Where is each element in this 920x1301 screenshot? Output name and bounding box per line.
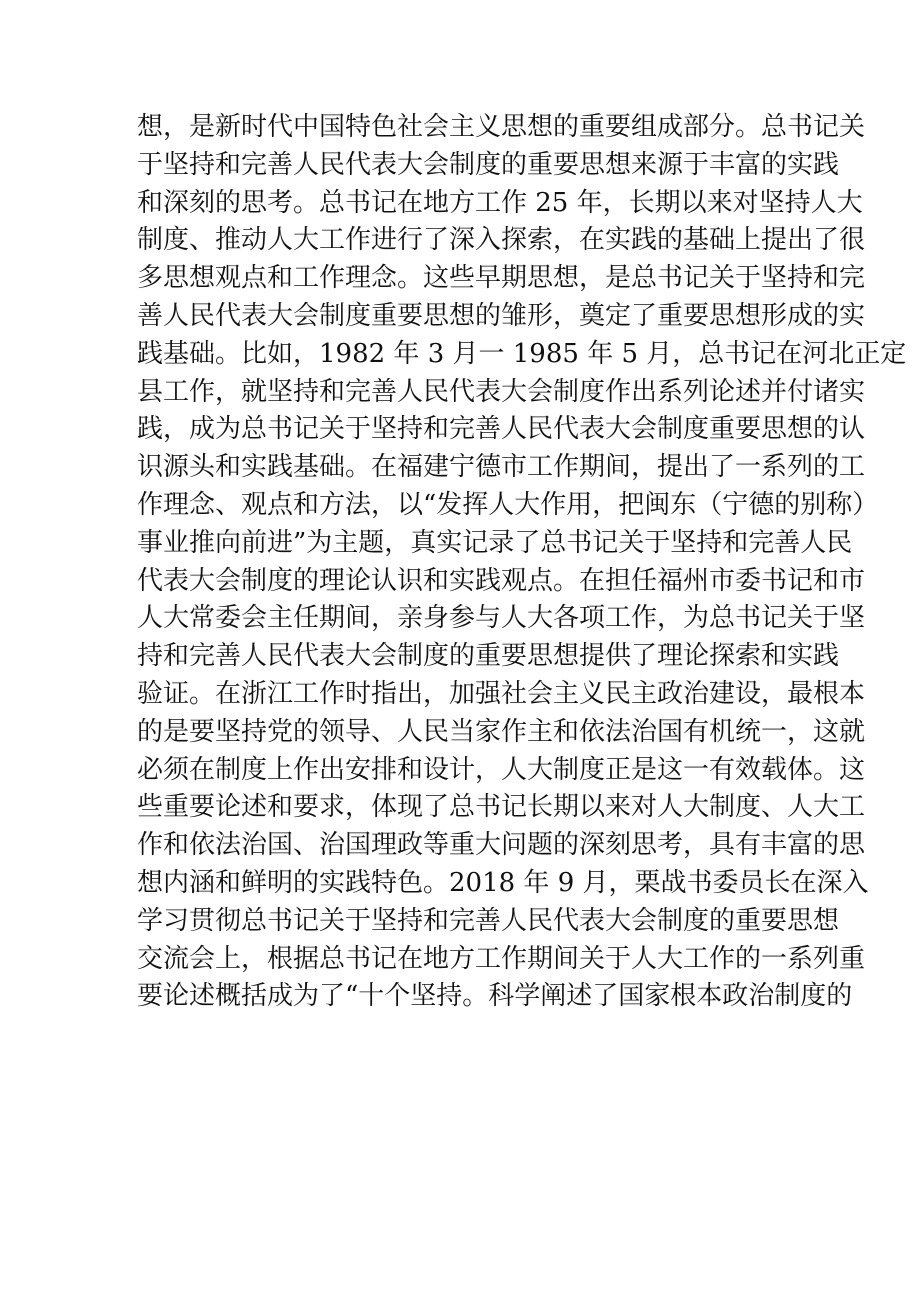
text-line: 践基础。比如，1982 年 3 月一 1985 年 5 月，总书记在河北正定 bbox=[137, 338, 907, 369]
text-line: 县工作，就坚持和完善人民代表大会制度作出系列论述并付诸实 bbox=[137, 376, 866, 407]
text-line: 事业推向前进”为主题，真实记录了总书记关于坚持和完善人民 bbox=[137, 527, 853, 558]
text-line: 善人民代表大会制度重要思想的雏形，奠定了重要思想形成的实 bbox=[137, 300, 866, 331]
text-line: 学习贯彻总书记关于坚持和完善人民代表大会制度的重要思想 bbox=[137, 905, 840, 936]
text-line: 多思想观点和工作理念。这些早期思想，是总书记关于坚持和完 bbox=[137, 263, 866, 294]
text-line: 想，是新时代中国特色社会主义思想的重要组成部分。总书记关 bbox=[137, 112, 866, 142]
text-line: 作理念、观点和方法，以“发挥人大作用，把闽东（宁德的别称） bbox=[137, 489, 879, 520]
text-line: 于坚持和完善人民代表大会制度的重要思想来源于丰富的实践 bbox=[137, 149, 840, 180]
text-line: 交流会上，根据总书记在地方工作期间关于人大工作的一系列重 bbox=[137, 943, 866, 974]
text-line: 人大常委会主任期间，亲身参与人大各项工作，为总书记关于坚 bbox=[137, 603, 866, 634]
text-line: 识源头和实践基础。在福建宁德市工作期间，提出了一系列的工 bbox=[137, 452, 866, 483]
text-line: 些重要论述和要求，体现了总书记长期以来对人大制度、人大工 bbox=[137, 792, 866, 823]
text-line: 的是要坚持党的领导、人民当家作主和依法治国有机统一，这就 bbox=[137, 716, 866, 747]
text-line: 持和完善人民代表大会制度的重要思想提供了理论探索和实践 bbox=[137, 641, 840, 672]
text-line: 制度、推动人大工作进行了深入探索，在实践的基础上提出了很 bbox=[137, 225, 866, 256]
text-line: 验证。在浙江工作时指出，加强社会主义民主政治建设，最根本 bbox=[137, 678, 866, 709]
text-line: 作和依法治国、治国理政等重大问题的深刻思考，具有丰富的思 bbox=[137, 830, 866, 861]
text-line: 想内涵和鲜明的实践特色。2018 年 9 月，栗战书委员长在深入 bbox=[137, 867, 869, 898]
body-paragraph bbox=[137, 109, 907, 1016]
text-line: 践，成为总书记关于坚持和完善人民代表大会制度重要思想的认 bbox=[137, 414, 866, 445]
text-line: 必须在制度上作出安排和设计，人大制度正是这一有效载体。这 bbox=[137, 754, 866, 785]
text-line: 要论述概括成为了“十个坚持。科学阐述了国家根本政治制度的 bbox=[137, 981, 853, 1012]
text-line: 代表大会制度的理论认识和实践观点。在担任福州市委书记和市 bbox=[137, 565, 866, 596]
text-line: 和深刻的思考。总书记在地方工作 25 年，长期以来对坚持人大 bbox=[137, 187, 863, 218]
